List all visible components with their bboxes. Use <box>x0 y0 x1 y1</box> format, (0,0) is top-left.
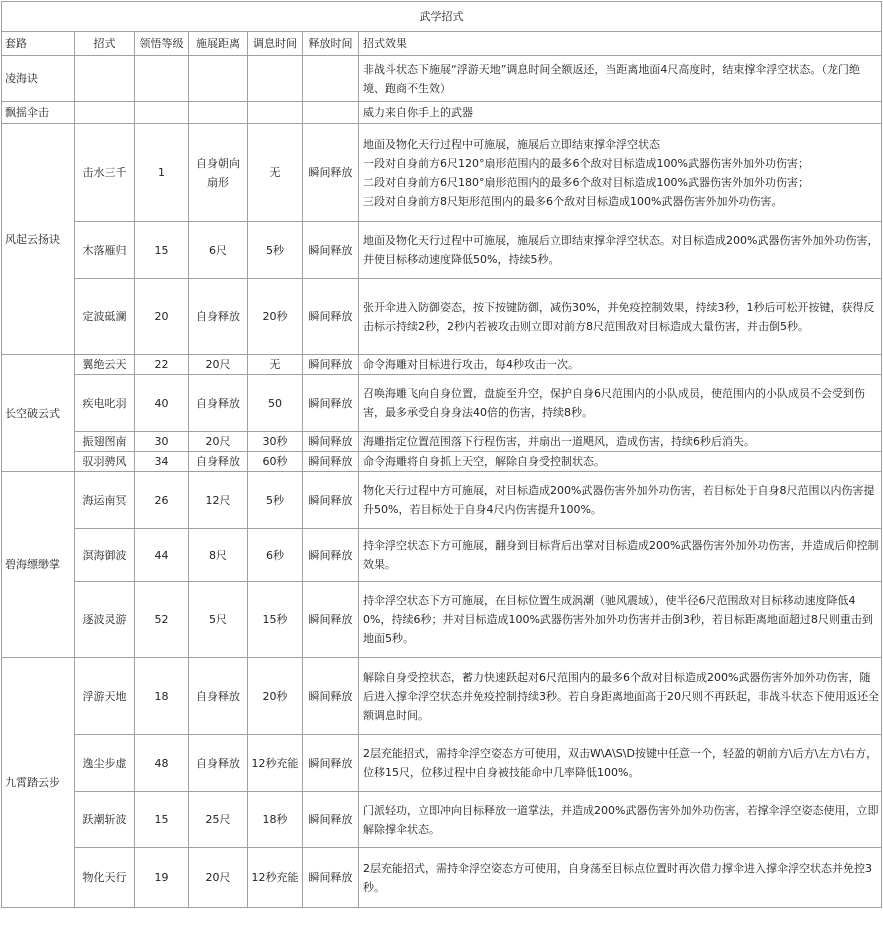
table-row <box>2 375 882 432</box>
skill-cooldown: 12秒充能 <box>248 735 303 792</box>
skill-range: 自身释放 <box>189 658 248 735</box>
skill-effect: 命令海雕对目标进行攻击，每4秒攻击一次。 <box>359 355 882 375</box>
skill-range: 5尺 <box>189 582 248 658</box>
skill-range: 自身释放 <box>189 452 248 472</box>
set-name: 风起云扬诀 <box>2 124 75 355</box>
header-skill: 招式 <box>75 32 135 56</box>
skill-effect: 物化天行过程中方可施展，对目标造成200%武器伤害外加外功伤害，若目标处于自身8尺范围以内伤害提升50%，若目标处于自身4尺内伤害提升100%。 <box>359 472 882 529</box>
table-row <box>2 102 882 124</box>
set-name: 碧海缥缈掌 <box>2 472 75 658</box>
table-row <box>2 792 882 848</box>
skill-cast: 瞬间释放 <box>303 529 359 582</box>
header-effect: 招式效果 <box>359 32 882 56</box>
skill-level: 30 <box>135 432 189 452</box>
skill-range: 自身释放 <box>189 735 248 792</box>
skill-range: 6尺 <box>189 222 248 279</box>
skill-name: 击水三千 <box>75 124 135 222</box>
skill-cooldown: 30秒 <box>248 432 303 452</box>
skill-effect: 命令海雕将自身抓上天空，解除自身受控制状态。 <box>359 452 882 472</box>
skill-name: 木落雁归 <box>75 222 135 279</box>
skill-cooldown: 6秒 <box>248 529 303 582</box>
table-row <box>2 848 882 908</box>
title-row <box>2 2 882 32</box>
skill-effect: 非战斗状态下施展“浮游天地”调息时间全额返还，当距离地面4尺高度时，结束撑伞浮空状态。（龙门绝境、跑商不生效） <box>359 56 882 102</box>
skill-level: 15 <box>135 222 189 279</box>
skill-name <box>75 102 135 124</box>
skill-name: 物化天行 <box>75 848 135 908</box>
skill-cast: 瞬间释放 <box>303 452 359 472</box>
skill-range: 自身朝向扇形 <box>189 124 248 222</box>
skill-cooldown: 15秒 <box>248 582 303 658</box>
skill-effect: 威力来自你手上的武器 <box>359 102 882 124</box>
skill-cast: 瞬间释放 <box>303 735 359 792</box>
table-row <box>2 472 882 529</box>
skill-range <box>189 102 248 124</box>
skill-range: 12尺 <box>189 472 248 529</box>
skill-level: 48 <box>135 735 189 792</box>
skill-name: 溟海御波 <box>75 529 135 582</box>
skill-name <box>75 56 135 102</box>
header-cast: 释放时间 <box>303 32 359 56</box>
table-row <box>2 432 882 452</box>
skill-cast <box>303 56 359 102</box>
skill-name: 疾电叱羽 <box>75 375 135 432</box>
skill-name: 定波砥澜 <box>75 279 135 355</box>
set-name: 凌海诀 <box>2 56 75 102</box>
skill-effect: 2层充能招式，需持伞浮空姿态方可使用，双击W\A\S\D按键中任意一个，轻盈的朝前方\后方\左方\右方，位移15尺，位移过程中自身被技能命中几率降低100%。 <box>359 735 882 792</box>
skill-cooldown: 无 <box>248 355 303 375</box>
table-row <box>2 658 882 735</box>
skill-cast: 瞬间释放 <box>303 222 359 279</box>
skill-name: 翼绝云天 <box>75 355 135 375</box>
skill-level: 34 <box>135 452 189 472</box>
set-name: 飘摇伞击 <box>2 102 75 124</box>
skill-level: 52 <box>135 582 189 658</box>
skill-name: 浮游天地 <box>75 658 135 735</box>
table-row <box>2 56 882 102</box>
skill-cast: 瞬间释放 <box>303 792 359 848</box>
skill-cooldown: 12秒充能 <box>248 848 303 908</box>
skill-level: 22 <box>135 355 189 375</box>
skill-cast <box>303 102 359 124</box>
skill-range: 8尺 <box>189 529 248 582</box>
header-cooldown: 调息时间 <box>248 32 303 56</box>
set-name: 九霄踏云步 <box>2 658 75 908</box>
skill-cooldown: 20秒 <box>248 279 303 355</box>
skill-range: 20尺 <box>189 355 248 375</box>
table-row <box>2 452 882 472</box>
table-row <box>2 279 882 355</box>
skill-cast: 瞬间释放 <box>303 472 359 529</box>
skill-cast: 瞬间释放 <box>303 432 359 452</box>
skill-cast: 瞬间释放 <box>303 848 359 908</box>
skill-level: 19 <box>135 848 189 908</box>
skill-level <box>135 102 189 124</box>
skill-cast: 瞬间释放 <box>303 355 359 375</box>
skill-name: 海运南冥 <box>75 472 135 529</box>
skill-range: 自身释放 <box>189 279 248 355</box>
table-row <box>2 222 882 279</box>
skill-cooldown: 20秒 <box>248 658 303 735</box>
skill-effect: 召唤海雕飞向自身位置，盘旋至升空，保护自身6尺范围内的小队成员，使范围内的小队成员不会受到伤害，最多承受自身身法40倍的伤害，持续8秒。 <box>359 375 882 432</box>
skill-level: 20 <box>135 279 189 355</box>
skill-effect: 解除自身受控状态，蓄力快速跃起对6尺范围内的最多6个敌对目标造成200%武器伤害外加外功伤害，随后进入撑伞浮空状态并免疫控制持续3秒。若自身距离地面高于20尺则不再跃起，非战斗状态下使用返还全额调息时间。 <box>359 658 882 735</box>
header-set: 套路 <box>2 32 75 56</box>
skill-cast: 瞬间释放 <box>303 279 359 355</box>
skill-range: 20尺 <box>189 848 248 908</box>
table-row <box>2 355 882 375</box>
header-row <box>2 32 882 56</box>
skill-cooldown <box>248 102 303 124</box>
skill-cooldown: 60秒 <box>248 452 303 472</box>
skill-level: 18 <box>135 658 189 735</box>
skill-effect: 2层充能招式，需持伞浮空姿态方可使用，自身荡至目标点位置时再次借力撑伞进入撑伞浮空状态并免控3秒。 <box>359 848 882 908</box>
skill-level: 26 <box>135 472 189 529</box>
skill-range: 自身释放 <box>189 375 248 432</box>
skill-cooldown: 无 <box>248 124 303 222</box>
skill-cooldown: 50 <box>248 375 303 432</box>
skill-cooldown: 5秒 <box>248 472 303 529</box>
skill-effect: 持伞浮空状态下方可施展，在目标位置生成涡潮（驰风震域），使半径6尺范围敌对目标移动速度降低40%，持续6秒；并对目标造成100%武器伤害外加外功伤害并击倒3秒，若目标距离地面超过8尺则重击到地面5秒。 <box>359 582 882 658</box>
set-name: 长空破云式 <box>2 355 75 472</box>
skill-effect: 持伞浮空状态下方可施展，翻身到目标背后出掌对目标造成200%武器伤害外加外功伤害，并造成后仰控制效果。 <box>359 529 882 582</box>
skill-range: 25尺 <box>189 792 248 848</box>
skill-level: 15 <box>135 792 189 848</box>
skill-name: 逸尘步虚 <box>75 735 135 792</box>
skill-cast: 瞬间释放 <box>303 375 359 432</box>
skill-cast: 瞬间释放 <box>303 582 359 658</box>
skills-table <box>1 1 882 908</box>
skill-effect: 门派轻功，立即冲向目标释放一道掌法，并造成200%武器伤害外加外功伤害，若撑伞浮空姿态使用，立即解除撑伞状态。 <box>359 792 882 848</box>
skill-name: 振翅图南 <box>75 432 135 452</box>
skill-name: 驭羽骋风 <box>75 452 135 472</box>
skill-level <box>135 56 189 102</box>
skill-effect: 张开伞进入防御姿态，按下按键防御，减伤30%，并免疫控制效果，持续3秒，1秒后可松开按键，获得反击标示持续2秒，2秒内若被攻击则立即对前方8尺范围敌对目标造成大量伤害，并击倒5秒。 <box>359 279 882 355</box>
skill-effect: 海雕指定位置范围落下行程伤害，并扇出一道飓风，造成伤害，持续6秒后消失。 <box>359 432 882 452</box>
skill-level: 44 <box>135 529 189 582</box>
skill-cooldown: 18秒 <box>248 792 303 848</box>
table-row <box>2 124 882 222</box>
table-row <box>2 529 882 582</box>
skill-range: 20尺 <box>189 432 248 452</box>
skill-cooldown <box>248 56 303 102</box>
skill-name: 跃潮斩波 <box>75 792 135 848</box>
skill-cooldown: 5秒 <box>248 222 303 279</box>
header-range: 施展距离 <box>189 32 248 56</box>
skill-name: 逐波灵游 <box>75 582 135 658</box>
table-row <box>2 735 882 792</box>
skill-cast: 瞬间释放 <box>303 658 359 735</box>
header-level: 领悟等级 <box>135 32 189 56</box>
table-title: 武学招式 <box>2 2 882 32</box>
skill-level: 40 <box>135 375 189 432</box>
skill-level: 1 <box>135 124 189 222</box>
table-row <box>2 582 882 658</box>
skill-effect: 地面及物化天行过程中可施展，施展后立即结束撑伞浮空状态 一段对自身前方6尺120°扇形范围内的最多6个敌对目标造成100%武器伤害外加外功伤害； 二段对自身前方6尺180°扇形范围内的最多6个敌对目标造成100%武器伤害外加外功伤害； 三段对自身前方8尺矩形范围内的最多6个敌对目标造成100%武器伤害外加外功伤害。 <box>359 124 882 222</box>
skill-cast: 瞬间释放 <box>303 124 359 222</box>
skill-range <box>189 56 248 102</box>
skill-effect: 地面及物化天行过程中可施展，施展后立即结束撑伞浮空状态。对目标造成200%武器伤害外加外功伤害，并使目标移动速度降低50%，持续5秒。 <box>359 222 882 279</box>
